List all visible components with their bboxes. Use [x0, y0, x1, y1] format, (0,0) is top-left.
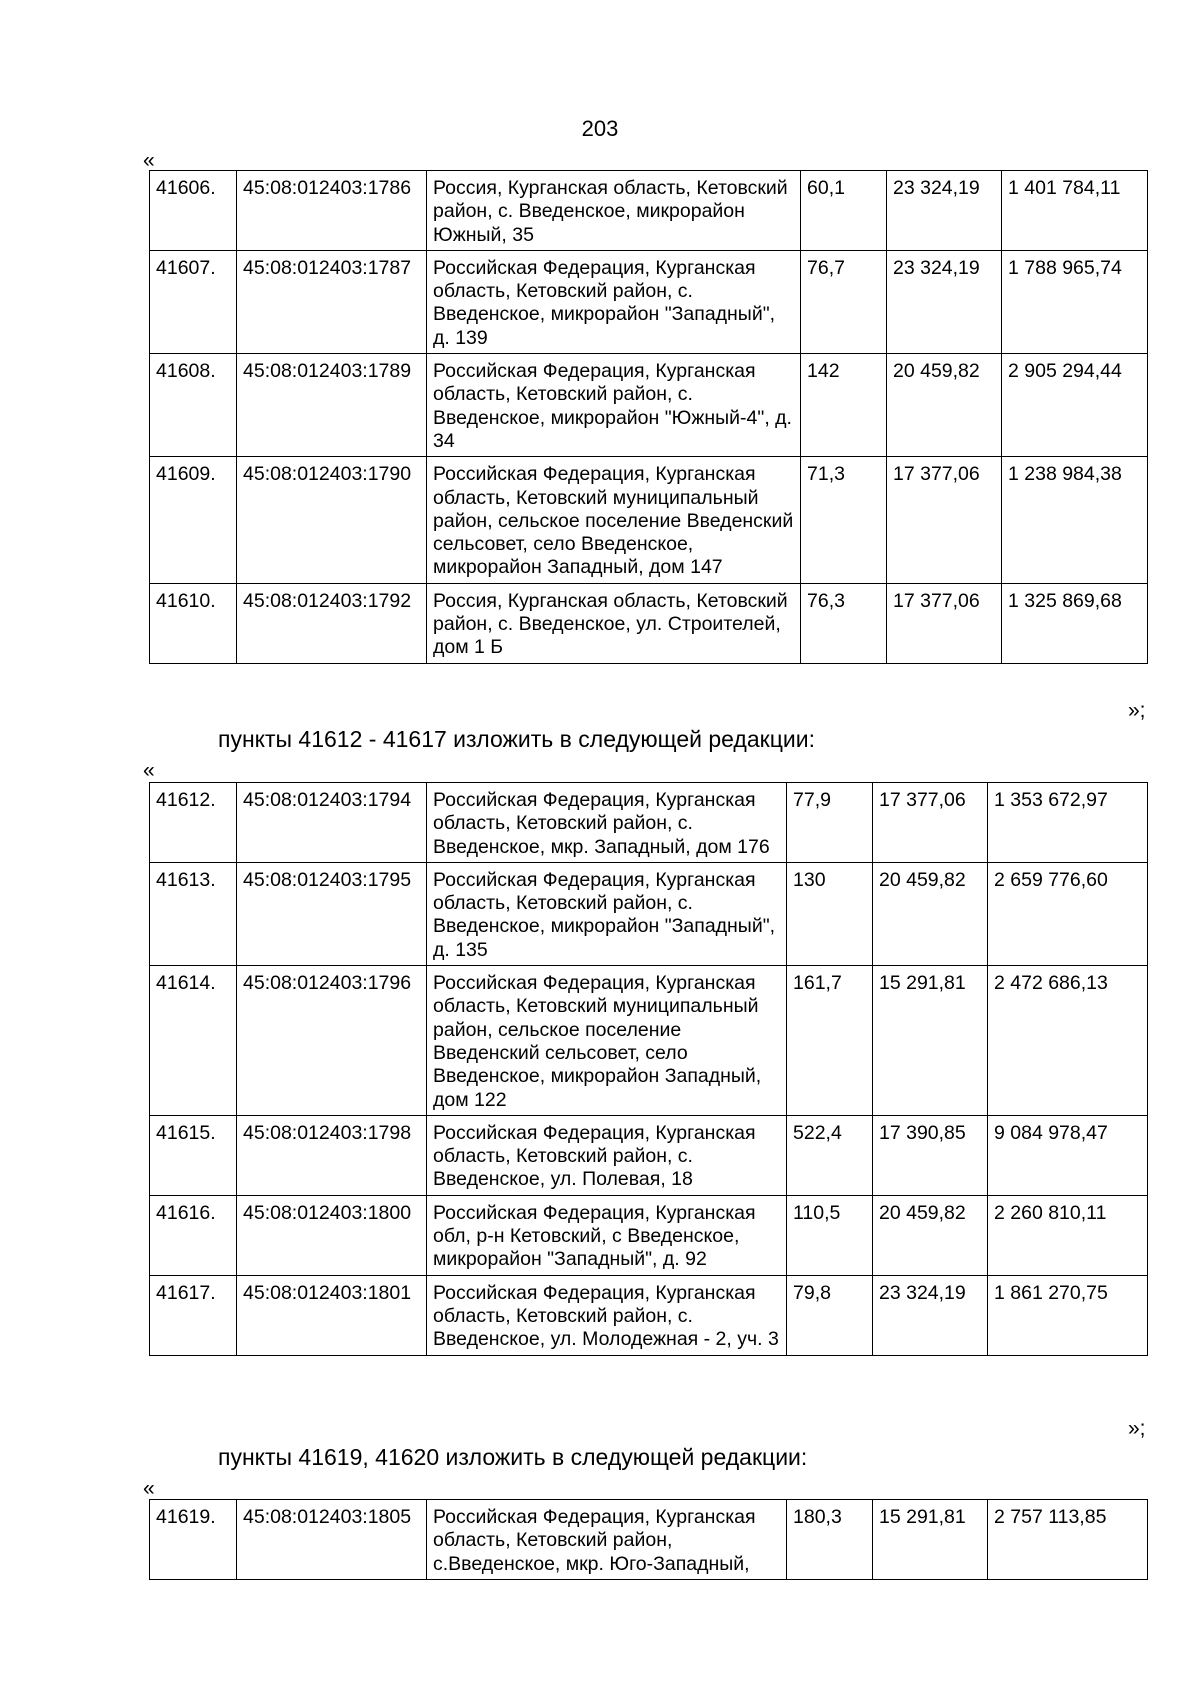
specific-value-cell: 23 324,19	[873, 1275, 988, 1355]
area-cell: 79,8	[787, 1275, 873, 1355]
area-cell: 110,5	[787, 1195, 873, 1275]
cadastral-number-cell: 45:08:012403:1798	[237, 1115, 427, 1195]
table-row	[150, 354, 1148, 457]
cadastre-table-1	[149, 170, 1148, 664]
open-quote-2: «	[143, 759, 155, 782]
row-number-cell: 41617.	[150, 1275, 237, 1355]
area-cell: 76,3	[801, 583, 887, 663]
cadastral-value-cell: 2 757 113,85	[988, 1500, 1148, 1580]
specific-value-cell: 15 291,81	[873, 966, 988, 1116]
cadastral-value-cell: 9 084 978,47	[988, 1115, 1148, 1195]
address-cell: Россия, Курганская область, Кетовский район, с. Введенское, ул. Строителей, дом 1 Б	[427, 583, 801, 663]
specific-value-cell: 20 459,82	[887, 354, 1002, 457]
specific-value-cell: 17 377,06	[887, 457, 1002, 583]
row-number-cell: 41612.	[150, 783, 237, 863]
area-cell: 77,9	[787, 783, 873, 863]
cadastral-value-cell: 1 325 869,68	[1002, 583, 1148, 663]
cadastral-value-cell: 1 788 965,74	[1002, 250, 1148, 353]
address-cell: Российская Федерация, Курганская область, Кетовский район, с. Введенское, ул. Полевая, 18	[427, 1115, 787, 1195]
row-number-cell: 41614.	[150, 966, 237, 1116]
amendment-paragraph-2: пункты 41619, 41620 изложить в следующей редакции:	[218, 1444, 808, 1470]
row-number-cell: 41609.	[150, 457, 237, 583]
cadastral-value-cell: 1 238 984,38	[1002, 457, 1148, 583]
row-number-cell: 41616.	[150, 1195, 237, 1275]
open-quote-1: «	[143, 149, 155, 172]
area-cell: 71,3	[801, 457, 887, 583]
area-cell: 161,7	[787, 966, 873, 1116]
open-quote-3: «	[143, 1477, 155, 1500]
address-cell: Российская Федерация, Курганская область, Кетовский район, с. Введенское, микрорайон "Западный", д. 135	[427, 862, 787, 965]
table-row	[150, 862, 1148, 965]
cadastral-number-cell: 45:08:012403:1796	[237, 966, 427, 1116]
cadastre-table-2	[149, 782, 1148, 1356]
table-row	[150, 783, 1148, 863]
cadastral-number-cell: 45:08:012403:1786	[237, 171, 427, 251]
page-number: 203	[581, 116, 619, 141]
row-number-cell: 41619.	[150, 1500, 237, 1580]
cadastral-value-cell: 2 659 776,60	[988, 862, 1148, 965]
table-row	[150, 966, 1148, 1116]
cadastral-value-cell: 2 260 810,11	[988, 1195, 1148, 1275]
specific-value-cell: 20 459,82	[873, 862, 988, 965]
address-cell: Российская Федерация, Курганская область, Кетовский район, с. Введенское, ул. Молодежная - 2, уч. 3	[427, 1275, 787, 1355]
address-cell: Российская Федерация, Курганская область, Кетовский муниципальный район, сельское поселение Введенский сельсовет, село Введенское, микрорайон Западный, дом 122	[427, 966, 787, 1116]
row-number-cell: 41608.	[150, 354, 237, 457]
close-quote-1: »;	[1128, 699, 1146, 722]
cadastral-number-cell: 45:08:012403:1787	[237, 250, 427, 353]
row-number-cell: 41613.	[150, 862, 237, 965]
cadastral-number-cell: 45:08:012403:1792	[237, 583, 427, 663]
cadastre-table-3	[149, 1499, 1148, 1580]
address-cell: Российская Федерация, Курганская область, Кетовский муниципальный район, сельское поселение Введенский сельсовет, село Введенское, микрорайон Западный, дом 147	[427, 457, 801, 583]
amendment-paragraph-1: пункты 41612 - 41617 изложить в следующей редакции:	[218, 726, 815, 752]
cadastral-number-cell: 45:08:012403:1801	[237, 1275, 427, 1355]
row-number-cell: 41615.	[150, 1115, 237, 1195]
address-cell: Российская Федерация, Курганская область, Кетовский район, с. Введенское, микрорайон "Западный", д. 139	[427, 250, 801, 353]
area-cell: 76,7	[801, 250, 887, 353]
area-cell: 130	[787, 862, 873, 965]
specific-value-cell: 20 459,82	[873, 1195, 988, 1275]
row-number-cell: 41610.	[150, 583, 237, 663]
address-cell: Российская Федерация, Курганская область, Кетовский район, с. Введенское, микрорайон "Южный-4", д. 34	[427, 354, 801, 457]
table-row	[150, 1115, 1148, 1195]
cadastral-value-cell: 2 472 686,13	[988, 966, 1148, 1116]
row-number-cell: 41606.	[150, 171, 237, 251]
cadastral-number-cell: 45:08:012403:1805	[237, 1500, 427, 1580]
area-cell: 60,1	[801, 171, 887, 251]
address-cell: Российская Федерация, Курганская область, Кетовский район, с. Введенское, мкр. Западный, дом 176	[427, 783, 787, 863]
cadastral-number-cell: 45:08:012403:1800	[237, 1195, 427, 1275]
table-row	[150, 1275, 1148, 1355]
specific-value-cell: 23 324,19	[887, 250, 1002, 353]
cadastral-value-cell: 1 353 672,97	[988, 783, 1148, 863]
table-row	[150, 1195, 1148, 1275]
area-cell: 142	[801, 354, 887, 457]
specific-value-cell: 17 377,06	[887, 583, 1002, 663]
cadastral-value-cell: 1 861 270,75	[988, 1275, 1148, 1355]
cadastral-value-cell: 2 905 294,44	[1002, 354, 1148, 457]
table-row	[150, 171, 1148, 251]
address-cell: Российская Федерация, Курганская обл, р-н Кетовский, с Введенское, микрорайон "Западный", д. 92	[427, 1195, 787, 1275]
cadastral-number-cell: 45:08:012403:1790	[237, 457, 427, 583]
table-row	[150, 457, 1148, 583]
cadastral-number-cell: 45:08:012403:1794	[237, 783, 427, 863]
address-cell: Российская Федерация, Курганская область, Кетовский район, с.Введенское, мкр. Юго-Западный,	[427, 1500, 787, 1580]
table-row	[150, 1500, 1148, 1580]
row-number-cell: 41607.	[150, 250, 237, 353]
cadastral-number-cell: 45:08:012403:1795	[237, 862, 427, 965]
specific-value-cell: 15 291,81	[873, 1500, 988, 1580]
table-row	[150, 583, 1148, 663]
close-quote-2: »;	[1128, 1417, 1146, 1440]
area-cell: 522,4	[787, 1115, 873, 1195]
area-cell: 180,3	[787, 1500, 873, 1580]
cadastral-number-cell: 45:08:012403:1789	[237, 354, 427, 457]
table-row	[150, 250, 1148, 353]
cadastral-value-cell: 1 401 784,11	[1002, 171, 1148, 251]
specific-value-cell: 23 324,19	[887, 171, 1002, 251]
address-cell: Россия, Курганская область, Кетовский район, с. Введенское, микрорайон Южный, 35	[427, 171, 801, 251]
specific-value-cell: 17 377,06	[873, 783, 988, 863]
specific-value-cell: 17 390,85	[873, 1115, 988, 1195]
